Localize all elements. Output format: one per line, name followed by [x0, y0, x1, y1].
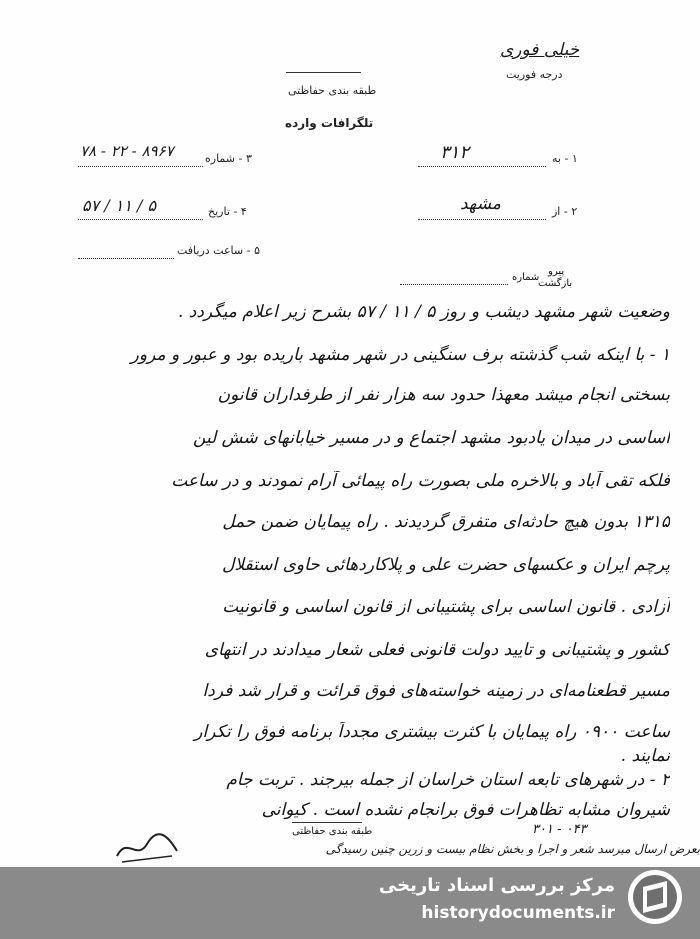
pirou-label: پیرو — [548, 266, 565, 277]
field-from-value: مشهد — [460, 194, 502, 214]
field-received-label: ۵ - ساعت دریافت — [177, 244, 260, 257]
body-line: آزادی . قانون اساسی برای پشتیبانی از قانون اساسی و قانونیت — [222, 597, 670, 617]
field-number-value: ۸۹۶۷ - ۲۲ - ۷۸ — [80, 142, 174, 160]
body-line: نمایند . — [620, 746, 670, 766]
classification-label: طبقه بندی حفاظتی — [288, 84, 377, 97]
form-title: تلگرافات وارده — [285, 116, 374, 130]
field-date-value: ۵ / ۱۱ / ۵۷ — [82, 196, 157, 215]
field-from-label: ۲ - از — [552, 205, 578, 218]
body-line: شیروان مشابه تظاهرات فوق برانجام نشده است . کیوانی — [261, 800, 670, 820]
shomare-dots — [400, 284, 508, 285]
body-line: ۲ - در شهرهای تابعه استان خراسان از جمله بیرجند . تربت جام — [226, 770, 670, 790]
body-line: اساسی در میدان یادبود مشهد اجتماع و در مسیر خیابانهای شش لین — [193, 428, 670, 448]
shomare-label: شماره — [512, 272, 540, 283]
body-line: بسختی انجام میشد معهذا حدود سه هزار نفر از طرفداران قانون — [217, 385, 670, 405]
bottom-classification-rule — [292, 822, 362, 823]
body-line: ساعت ۰۹۰۰ راه پیمایان با کثرت بیشتری مجدداً برنامه فوق را تکرار — [194, 722, 670, 742]
field-number-dots — [78, 166, 203, 167]
brand-name: مرکز بررسی اسناد تاریخی — [378, 875, 615, 896]
field-number-label: ۳ - شماره — [205, 152, 252, 165]
body-line: ۱۳۱۵ بدون هیچ حادثه‌ای متفرق گردیدند . راه پیمایان ضمن حمل — [222, 512, 670, 532]
body-line: ۱ - با اینکه شب گذشته برف سنگینی در شهر مشهد باریده بود و عبور و مرور — [130, 345, 670, 365]
body-line: وضعیت شهر مشهد دیشب و روز ۵ / ۱۱ / ۵۷ بشرح زیر اعلام میگردد . — [177, 302, 670, 322]
field-to-value: ۳۱۲ — [440, 142, 470, 163]
field-received-dots — [78, 258, 174, 259]
signature — [112, 826, 182, 866]
field-to-dots — [418, 166, 546, 167]
archive-logo-icon — [625, 867, 685, 927]
classification-rule — [286, 72, 361, 73]
priority-label: درجه فوریت — [506, 68, 563, 81]
body-line: فلکه تقی آباد و بالاخره ملی بصورت راه پیمائی آرام نمودند و در ساعت — [171, 471, 670, 491]
priority-stamp: خیلی فوری — [500, 40, 580, 60]
field-from-dots — [418, 219, 546, 220]
body-line: مسیر قطعنامه‌ای در زمینه خواسته‌های فوق قرائت و قرار شد فردا — [202, 681, 670, 701]
document-code: ۰۴۳ - ۳۰۱ — [532, 822, 587, 837]
bazgasht-label: بازگشت — [538, 278, 573, 289]
distribution-note: بعرض ارسال میرسد شعر و اجرا و بخش نظام بیست و زرین چنین رسیدگی — [325, 842, 700, 856]
field-date-label: ۴ - تاریخ — [208, 205, 247, 218]
brand-site: historydocuments.ir — [421, 903, 615, 923]
field-to-label: ۱ - به — [552, 152, 578, 165]
field-date-dots — [78, 219, 203, 220]
bottom-classification-label: طبقه بندی حفاظتی — [292, 826, 373, 837]
body-line: پرچم ایران و عکسهای حضرت علی و پلاکاردهائی حاوی استقلال — [222, 555, 670, 575]
body-line: کشور و پشتیبانی و تایید دولت قانونی فعلی شعار میدادند در انتهای — [204, 640, 670, 660]
